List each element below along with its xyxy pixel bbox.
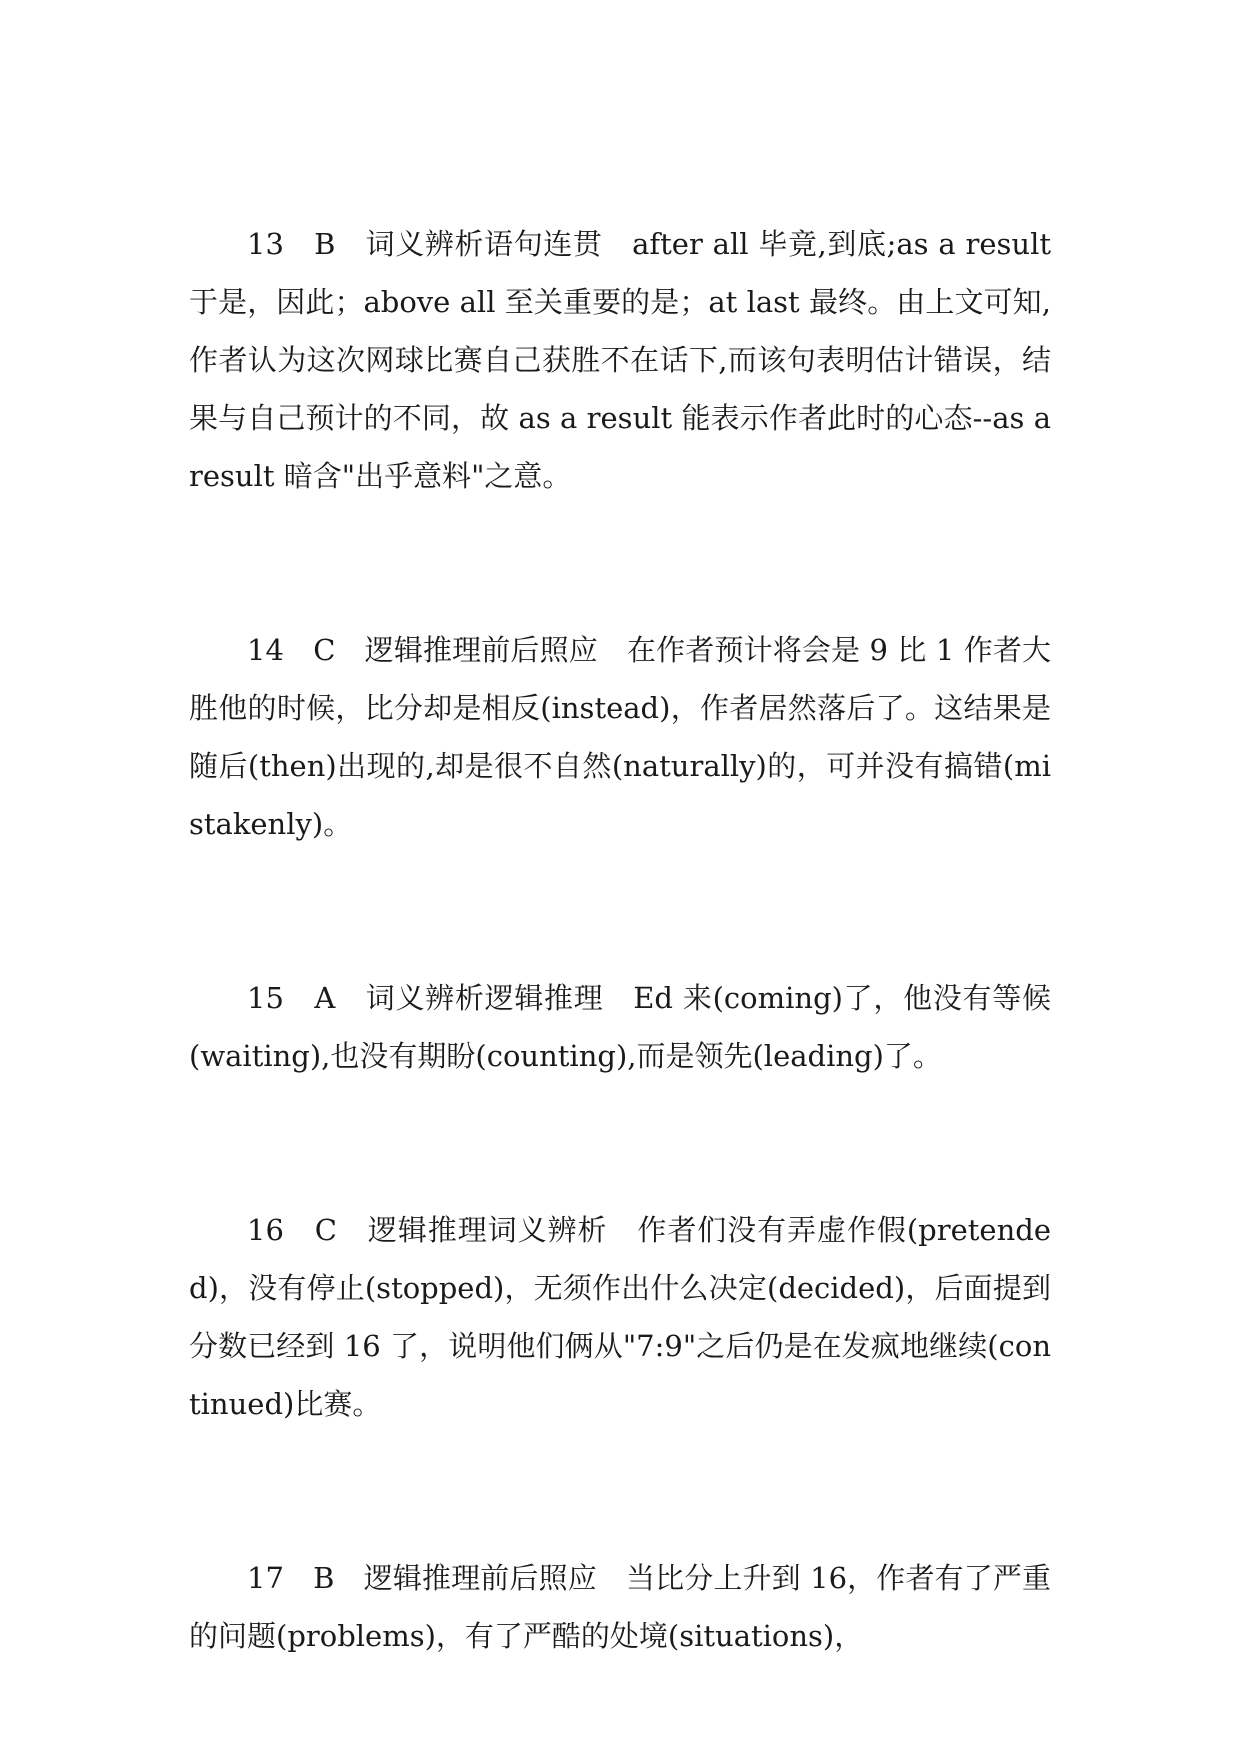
answer-explanation-15: 15 A 词义辨析逻辑推理 Ed 来(coming)了，他没有等候(waiting),也没有期盼(counting),而是领先(leading)了。	[189, 981, 1051, 1073]
answer-explanation-13: 13 B 词义辨析语句连贯 after all 毕竟,到底;as a result 于是，因此；above all 至关重要的是；at last 最终。由上文可知,作者认为这次网球比赛自己获胜不在话下,而该句表明估计错误，结果与自己预计的不同，故 as a result 能表示作者此时的心态--as a result 暗含"出乎意料"之意。	[189, 227, 1051, 493]
answer-explanation-16: 16 C 逻辑推理词义辨析 作者们没有弄虚作假(pretended)，没有停止(stopped)，无须作出什么决定(decided)，后面提到分数已经到 16 了，说明他们俩从"7:9"之后仍是在发疯地继续(continued)比赛。	[189, 1213, 1051, 1421]
answer-explanation-17: 17 B 逻辑推理前后照应 当比分上升到 16，作者有了严重的问题(problems)，有了严酷的处境(situations)，	[189, 1561, 1051, 1653]
answer-explanation-14: 14 C 逻辑推理前后照应 在作者预计将会是 9 比 1 作者大胜他的时候，比分却是相反(instead)，作者居然落后了。这结果是随后(then)出现的,却是很不自然(naturally)的，可并没有搞错(mistakenly)。	[189, 633, 1051, 841]
document-body	[189, 215, 1051, 1665]
